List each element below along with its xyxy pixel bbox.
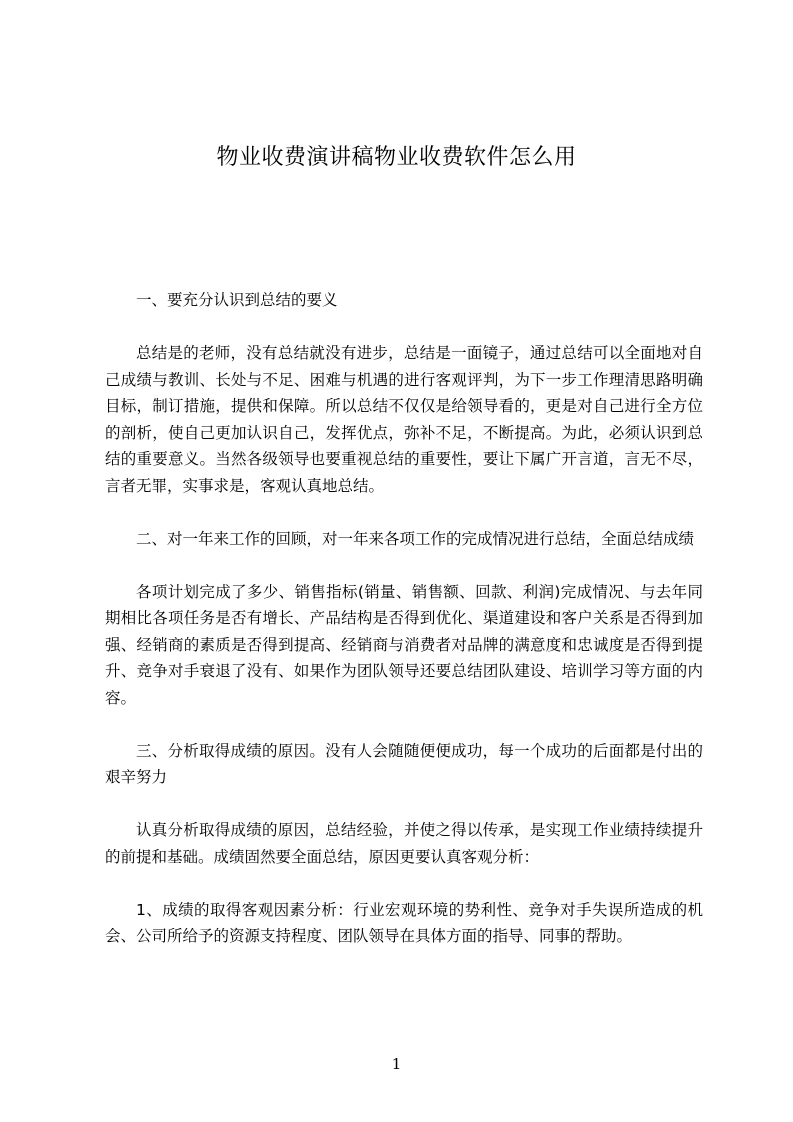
paragraph-2: 各项计划完成了多少、销售指标(销量、销售额、回款、利润)完成情况、与去年同期相比各项任务是否有增长、产品结构是否得到优化、渠道建设和客户关系是否得到加强、经销商的素质是否得到提高、经销商与消费者对品牌的满意度和忠诚度是否得到提升、竞争对手衰退了没有、如果作为团队领导还要总结团队建设、培训学习等方面的内容。	[105, 582, 703, 707]
paragraph-4: 1、成绩的取得客观因素分析：行业宏观环境的势利性、竞争对手失误所造成的机会、公司所给予的资源支持程度、团队领导在具体方面的指导、同事的帮助。	[105, 900, 703, 945]
section-heading-2: 二、对一年来工作的回顾，对一年来各项工作的完成情况进行总结，全面总结成绩	[136, 529, 695, 548]
page-number: 1	[391, 1055, 402, 1073]
paragraph-1: 总结是的老师，没有总结就没有进步，总结是一面镜子，通过总结可以全面地对自己成绩与教训、长处与不足、困难与机遇的进行客观评判，为下一步工作理清思路明确目标，制订措施，提供和保障。所以总结不仅仅是给领导看的，更是对自己进行全方位的剖析，使自己更加认识自己，发挥优点，弥补不足，不断提高。为此，必须认识到总结的重要意义。当然各级领导也要重视总结的重要性，要让下属广开言道，言无不尽，言者无罪，实事求是，客观认真地总结。	[105, 344, 703, 495]
document-body	[105, 287, 703, 950]
section-heading-1: 一、要充分认识到总结的要义	[136, 291, 338, 309]
paragraph-3: 认真分析取得成绩的原因，总结经验，并使之得以传承，是实现工作业绩持续提升的前提和基础。成绩固然要全面总结，原因更要认真客观分析：	[105, 821, 703, 866]
document-title: 物业收费演讲稿物业收费软件怎么用	[216, 145, 577, 170]
section-heading-3: 三、分析取得成绩的原因。没有人会随随便便成功，每一个成功的后面都是付出的艰辛努力	[105, 741, 703, 786]
